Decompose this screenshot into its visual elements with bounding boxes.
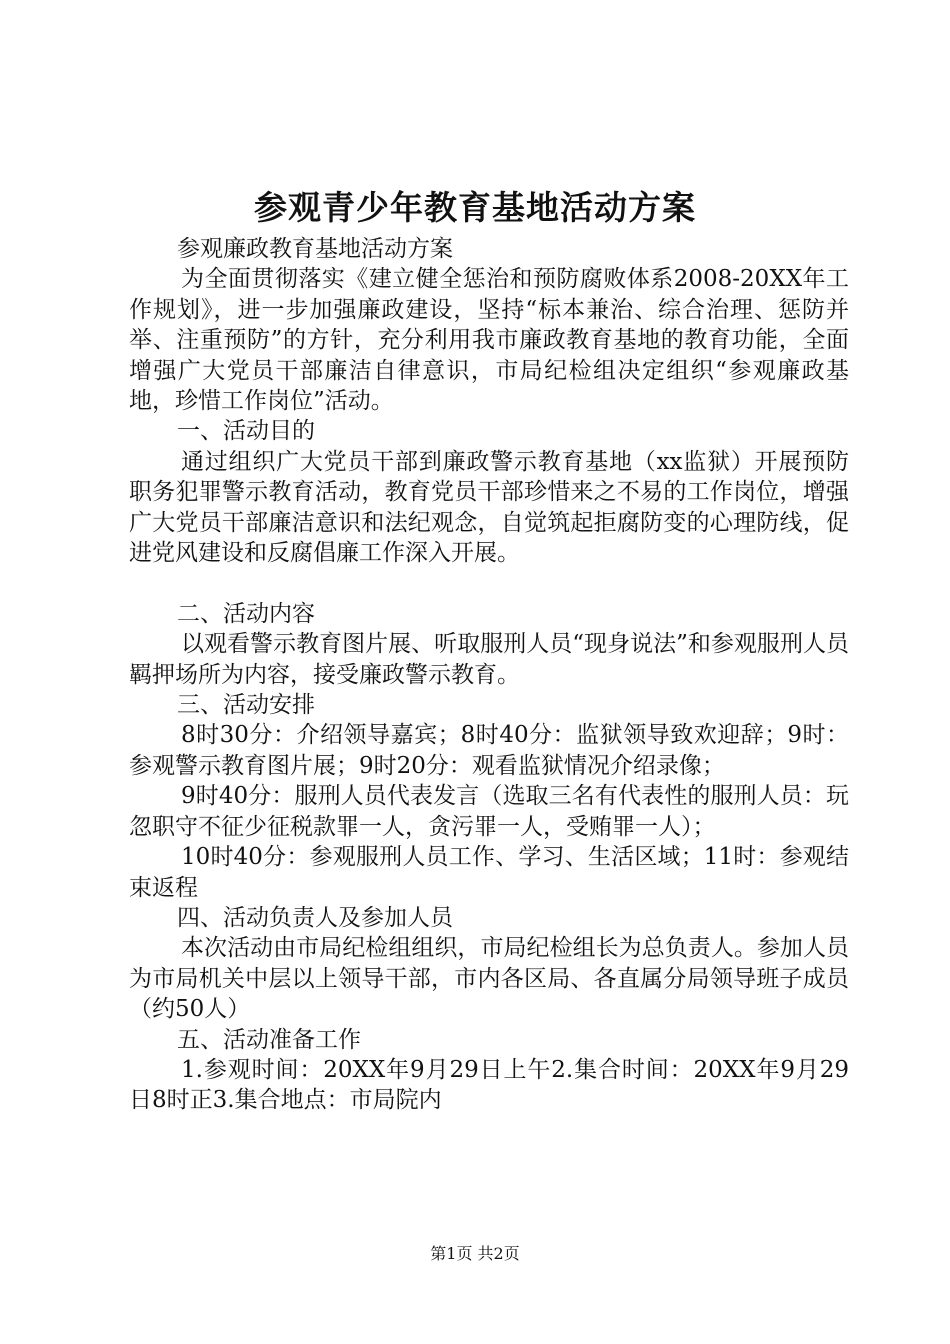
section-text-preparation: 1.参观时间：20XX年9月29日上午2.集合时间：20XX年9月29日8时正3.集合地点：市局院内 — [129, 1056, 849, 1114]
section-text-participants: 本次活动由市局纪检组组织，市局纪检组长为总负责人。参加人员为市局机关中层以上领导干部，市内各区局、各直属分局领导班子成员（约50人） — [129, 935, 849, 1023]
intro-paragraph: 为全面贯彻落实《建立健全惩治和预防腐败体系2008-20XX年工作规划》，进一步加强廉政建设，坚持“标本兼治、综合治理、惩防并举、注重预防”的方针，充分利用我市廉政教育基地的教育功能，全面增强广大党员干部廉洁自律意识，市局纪检组决定组织“参观廉政基地，珍惜工作岗位”活动。 — [129, 266, 849, 415]
paragraph-gap — [129, 568, 849, 598]
section-heading-content: 二、活动内容 — [177, 600, 315, 627]
schedule-item: 9时40分：服刑人员代表发言（选取三名有代表性的服刑人员：玩忽职守不征少征税款罪一人，贪污罪一人，受贿罪一人）； — [129, 783, 849, 840]
document-title: 参观青少年教育基地活动方案 — [254, 188, 696, 227]
schedule-item: 8时30分：介绍领导嘉宾；8时40分：监狱领导致欢迎辞；9时：参观警示教育图片展；9时20分：观看监狱情况介绍录像； — [129, 722, 849, 779]
section-heading-purpose: 一、活动目的 — [177, 418, 315, 445]
page-footer: 第1页 共2页 — [430, 1244, 520, 1263]
section-text-content: 以观看警示教育图片展、听取服刑人员“现身说法”和参观服刑人员羁押场所为内容，接受廉政警示教育。 — [129, 631, 849, 688]
section-text-purpose: 通过组织广大党员干部到廉政警示教育基地（xx监狱）开展预防职务犯罪警示教育活动，教育党员干部珍惜来之不易的工作岗位，增强广大党员干部廉洁意识和法纪观念，自觉筑起拒腐防变的心理防线，促进党风建设和反腐倡廉工作深入开展。 — [129, 448, 849, 567]
subtitle: 参观廉政教育基地活动方案 — [177, 236, 453, 262]
section-heading-schedule: 三、活动安排 — [177, 692, 315, 719]
document-body — [129, 234, 849, 1116]
schedule-item: 10时40分：参观服刑人员工作、学习、生活区域；11时：参观结束返程 — [129, 844, 849, 901]
section-heading-participants: 四、活动负责人及参加人员 — [177, 904, 453, 931]
section-heading-preparation: 五、活动准备工作 — [177, 1026, 361, 1053]
